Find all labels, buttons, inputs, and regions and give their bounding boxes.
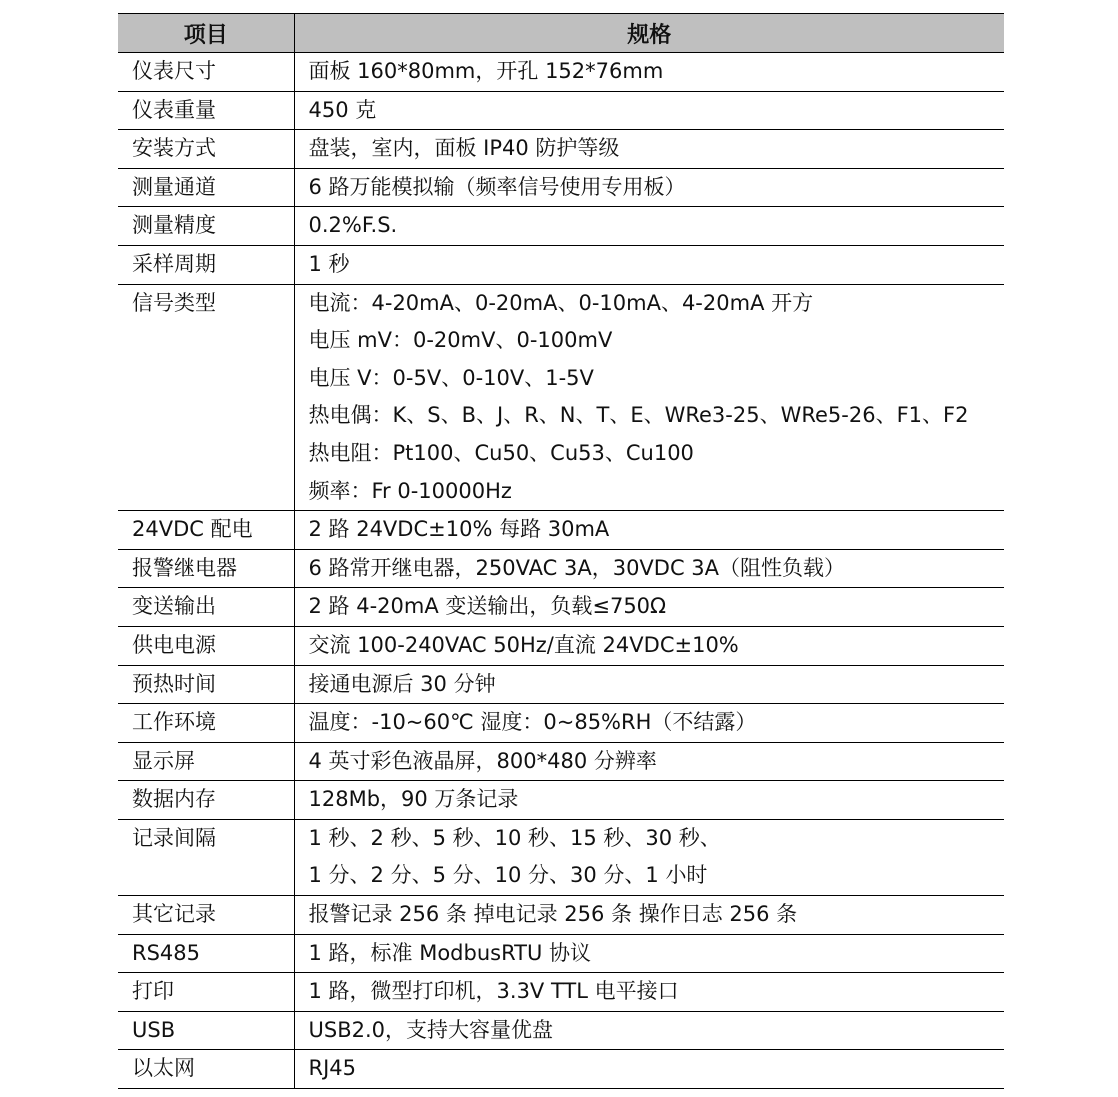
spec-cell bbox=[294, 588, 1004, 627]
item-label: 预热时间 bbox=[132, 671, 216, 696]
spec-cell bbox=[294, 896, 1004, 935]
item-cell bbox=[118, 665, 294, 704]
item-label: 记录间隔 bbox=[132, 825, 216, 850]
table-row bbox=[118, 1050, 1004, 1089]
item-cell bbox=[118, 168, 294, 207]
spec-line: 450 克 bbox=[308, 97, 377, 122]
spec-line: 报警记录 256 条 掉电记录 256 条 操作日志 256 条 bbox=[308, 902, 798, 927]
spec-cell bbox=[294, 53, 1004, 92]
item-label: 以太网 bbox=[132, 1056, 195, 1081]
spec-line: 1 路，标准 ModbusRTU 协议 bbox=[308, 940, 592, 965]
table-row bbox=[118, 207, 1004, 246]
spec-line: USB2.0，支持大容量优盘 bbox=[308, 1017, 554, 1042]
spec-cell bbox=[294, 742, 1004, 781]
item-cell bbox=[118, 284, 294, 511]
item-cell bbox=[118, 1011, 294, 1050]
table-row bbox=[118, 130, 1004, 169]
spec-cell bbox=[294, 549, 1004, 588]
spec-line: 6 路常开继电器，250VAC 3A，30VDC 3A（阻性负载） bbox=[308, 555, 846, 580]
table-row bbox=[118, 781, 1004, 820]
spec-line: 1 分、2 分、5 分、10 分、30 分、1 小时 bbox=[308, 863, 708, 888]
table-row bbox=[118, 284, 1004, 511]
spec-cell bbox=[294, 819, 1004, 895]
spec-line: 2 路 24VDC±10% 每路 30mA bbox=[308, 517, 610, 542]
table-row bbox=[118, 168, 1004, 207]
spec-cell bbox=[294, 626, 1004, 665]
table-row bbox=[118, 896, 1004, 935]
spec-cell bbox=[294, 245, 1004, 284]
item-label: 工作环境 bbox=[132, 710, 216, 735]
spec-line: 交流 100-240VAC 50Hz/直流 24VDC±10% bbox=[308, 632, 739, 657]
item-label: 仪表尺寸 bbox=[132, 59, 216, 83]
spec-line: 电压 V：0-5V、0-10V、1-5V bbox=[308, 365, 594, 390]
spec-cell bbox=[294, 130, 1004, 169]
item-cell bbox=[118, 1050, 294, 1089]
spec-cell bbox=[294, 511, 1004, 550]
item-label: 24VDC 配电 bbox=[132, 517, 253, 542]
spec-line: 128Mb，90 万条记录 bbox=[308, 787, 519, 812]
spec-line: 1 秒、2 秒、5 秒、10 秒、15 秒、30 秒、 bbox=[308, 825, 721, 850]
item-cell bbox=[118, 626, 294, 665]
spec-cell bbox=[294, 207, 1004, 246]
spec-cell bbox=[294, 934, 1004, 973]
item-label: USB bbox=[132, 1017, 176, 1042]
item-label: 供电电源 bbox=[132, 632, 216, 657]
spec-cell bbox=[294, 704, 1004, 743]
table-row bbox=[118, 665, 1004, 704]
table-row bbox=[118, 588, 1004, 627]
item-cell bbox=[118, 896, 294, 935]
spec-line: 电流：4-20mA、0-20mA、0-10mA、4-20mA 开方 bbox=[308, 290, 814, 315]
table-row bbox=[118, 934, 1004, 973]
spec-line: 2 路 4-20mA 变送输出，负载≤750Ω bbox=[308, 594, 667, 619]
item-label: 信号类型 bbox=[132, 290, 216, 315]
spec-line: RJ45 bbox=[308, 1056, 357, 1081]
item-label: 安装方式 bbox=[132, 136, 216, 161]
spec-table-body bbox=[118, 53, 1004, 1089]
spec-cell bbox=[294, 973, 1004, 1012]
spec-cell bbox=[294, 91, 1004, 130]
table-row bbox=[118, 973, 1004, 1012]
table-row bbox=[118, 819, 1004, 895]
spec-line: 频率：Fr 0-10000Hz bbox=[308, 478, 512, 503]
spec-line: 盘装，室内，面板 IP40 防护等级 bbox=[308, 136, 620, 161]
item-label: RS485 bbox=[132, 940, 201, 965]
item-label: 打印 bbox=[132, 979, 174, 1004]
item-label: 测量通道 bbox=[132, 174, 216, 199]
spec-line: 热电偶：K、S、B、J、R、N、T、E、WRe3-25、WRe5-26、F1、F2 bbox=[308, 403, 969, 428]
item-cell bbox=[118, 588, 294, 627]
item-cell bbox=[118, 245, 294, 284]
item-cell bbox=[118, 704, 294, 743]
item-label: 变送输出 bbox=[132, 594, 216, 619]
item-label: 其它记录 bbox=[132, 902, 216, 927]
table-row bbox=[118, 91, 1004, 130]
spec-cell bbox=[294, 168, 1004, 207]
item-cell bbox=[118, 819, 294, 895]
item-cell bbox=[118, 934, 294, 973]
spec-line: 1 路，微型打印机，3.3V TTL 电平接口 bbox=[308, 979, 679, 1004]
item-cell bbox=[118, 130, 294, 169]
spec-line: 面板 160*80mm，开孔 152*76mm bbox=[308, 59, 664, 83]
spec-line: 电压 mV：0-20mV、0-100mV bbox=[308, 328, 613, 353]
spec-cell bbox=[294, 1011, 1004, 1050]
item-cell bbox=[118, 53, 294, 92]
item-cell bbox=[118, 91, 294, 130]
spec-table bbox=[118, 13, 1004, 1089]
table-row bbox=[118, 549, 1004, 588]
item-cell bbox=[118, 973, 294, 1012]
spec-cell bbox=[294, 781, 1004, 820]
spec-cell bbox=[294, 284, 1004, 511]
item-label: 数据内存 bbox=[132, 787, 216, 812]
spec-line: 0.2%F.S. bbox=[308, 213, 398, 238]
spec-cell bbox=[294, 665, 1004, 704]
table-row bbox=[118, 704, 1004, 743]
table-row bbox=[118, 742, 1004, 781]
spec-line: 4 英寸彩色液晶屏，800*480 分辨率 bbox=[308, 748, 657, 773]
spec-cell bbox=[294, 1050, 1004, 1089]
item-cell bbox=[118, 549, 294, 588]
item-cell bbox=[118, 511, 294, 550]
item-cell bbox=[118, 742, 294, 781]
table-row bbox=[118, 511, 1004, 550]
header-spec: 规格 bbox=[294, 14, 1004, 53]
spec-line: 温度：-10~60℃ 湿度：0~85%RH（不结露） bbox=[308, 710, 757, 735]
header-row bbox=[118, 14, 1004, 53]
table-row bbox=[118, 626, 1004, 665]
table-row bbox=[118, 53, 1004, 92]
item-label: 采样周期 bbox=[132, 251, 216, 276]
spec-line: 接通电源后 30 分钟 bbox=[308, 671, 496, 696]
item-label: 报警继电器 bbox=[132, 555, 237, 580]
spec-line: 热电阻：Pt100、Cu50、Cu53、Cu100 bbox=[308, 440, 694, 465]
table-row bbox=[118, 245, 1004, 284]
item-cell bbox=[118, 781, 294, 820]
item-label: 仪表重量 bbox=[132, 97, 216, 122]
item-cell bbox=[118, 207, 294, 246]
header-item: 项目 bbox=[118, 14, 294, 53]
spec-line: 1 秒 bbox=[308, 251, 350, 276]
spec-line: 6 路万能模拟输（频率信号使用专用板） bbox=[308, 174, 686, 199]
item-label: 显示屏 bbox=[132, 748, 195, 773]
table-row bbox=[118, 1011, 1004, 1050]
item-label: 测量精度 bbox=[132, 213, 216, 238]
